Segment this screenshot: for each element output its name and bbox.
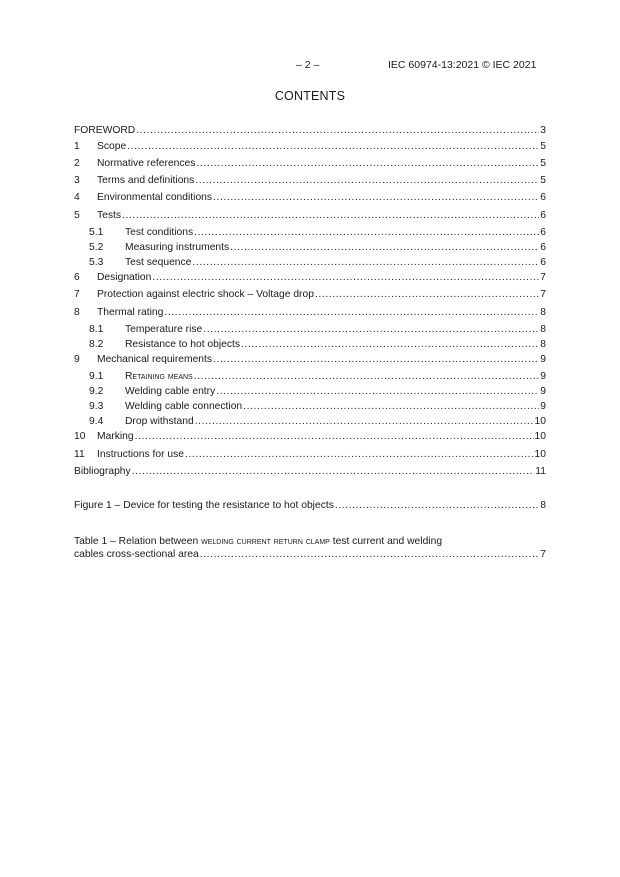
dot-leader — [243, 400, 539, 413]
standard-reference: IEC 60974-13:2021 © IEC 2021 — [388, 59, 537, 71]
toc-entry-title-continued: cables cross-sectional area — [74, 549, 199, 560]
toc-entry[interactable] — [74, 306, 546, 319]
toc-entry-page: 6 — [540, 257, 546, 268]
toc-entry[interactable] — [74, 465, 546, 478]
toc-entry-page: 10 — [534, 431, 546, 442]
toc-entry[interactable] — [74, 241, 546, 254]
dot-leader — [230, 241, 539, 254]
toc-entry[interactable] — [74, 448, 546, 461]
toc-entry-number: 5.1 — [89, 227, 104, 238]
toc-entry[interactable] — [74, 124, 546, 137]
toc-entry-title: Tests — [97, 210, 122, 221]
toc-entry-number: 5.3 — [89, 257, 104, 268]
dot-leader — [194, 370, 540, 383]
dot-leader — [127, 140, 539, 153]
toc-entry[interactable] — [74, 353, 546, 366]
toc-entry-page: 3 — [540, 125, 546, 136]
toc-entry-page: 7 — [540, 272, 546, 283]
dot-leader — [200, 548, 540, 561]
toc-entry-page: 5 — [540, 141, 546, 152]
toc-entry-page: 9 — [540, 401, 546, 412]
toc-entry-page: 8 — [540, 307, 546, 318]
dot-leader — [192, 256, 539, 269]
toc-entry-title: Welding cable connection — [125, 401, 243, 412]
toc-entry-page: 10 — [534, 416, 546, 427]
toc-entry-table-1-line-1[interactable] — [74, 535, 546, 548]
dot-leader — [195, 174, 539, 187]
dot-leader — [216, 385, 539, 398]
toc-entry-page: 5 — [540, 175, 546, 186]
toc-entry-title: Mechanical requirements — [97, 354, 213, 365]
toc-entry-page: 9 — [540, 354, 546, 365]
toc-entry-page: 7 — [540, 549, 546, 560]
toc-entry-title: Terms and definitions — [97, 175, 195, 186]
toc-entry-title: Welding cable entry — [125, 386, 216, 397]
toc-entry-number: 7 — [74, 289, 80, 300]
toc-entry-number: 5.2 — [89, 242, 104, 253]
toc-entry-page: 6 — [540, 192, 546, 203]
toc-entry-number: 8.2 — [89, 339, 104, 350]
toc-entry-number: 10 — [74, 431, 86, 442]
toc-entry[interactable] — [74, 271, 546, 284]
toc-entry-title: Retaining means — [125, 371, 193, 382]
toc-entry-page: 9 — [540, 371, 546, 382]
dot-leader — [152, 271, 539, 284]
toc-entry-title: Test conditions — [125, 227, 194, 238]
toc-entry-title: Figure 1 – Device for testing the resistance to hot objects — [74, 500, 334, 511]
toc-entry-page: 6 — [540, 210, 546, 221]
toc-entry-table-1-line-2[interactable] — [74, 548, 546, 561]
toc-entry-title-term: welding current return clamp — [201, 536, 330, 547]
page-title: CONTENTS — [274, 89, 346, 103]
toc-entry[interactable] — [74, 157, 546, 170]
dot-leader — [213, 191, 539, 204]
toc-entry-page: 10 — [534, 449, 546, 460]
toc-entry[interactable] — [74, 226, 546, 239]
toc-entry-number: 4 — [74, 192, 80, 203]
dot-leader — [164, 306, 539, 319]
toc-entry-number: 2 — [74, 158, 80, 169]
toc-entry[interactable] — [74, 430, 546, 443]
dot-leader — [195, 415, 534, 428]
dot-leader — [203, 323, 539, 336]
toc-entry-page: 8 — [540, 500, 546, 511]
toc-entry-number: 3 — [74, 175, 80, 186]
toc-entry-title: Resistance to hot objects — [125, 339, 241, 350]
toc-entry-title: Test sequence — [125, 257, 192, 268]
table-list — [74, 535, 546, 560]
toc-entry-title: Bibliography — [74, 466, 131, 477]
toc-entry-number: 9.1 — [89, 371, 104, 382]
toc-entry-title: Marking — [97, 431, 134, 442]
dot-leader — [315, 288, 539, 301]
toc-entry-page: 8 — [540, 324, 546, 335]
toc-entry-page: 8 — [540, 339, 546, 350]
toc-entry-title: Thermal rating — [97, 307, 164, 318]
toc-entry[interactable] — [74, 415, 546, 428]
toc-entry-number: 6 — [74, 272, 80, 283]
toc-entry-figure-1[interactable] — [74, 499, 546, 512]
toc-entry[interactable] — [74, 323, 546, 336]
toc-entry[interactable] — [74, 370, 546, 383]
toc-entry-title-prefix: Table 1 – Relation between — [74, 536, 202, 547]
toc-entry-page: 6 — [540, 227, 546, 238]
toc-entry-title: Scope — [97, 141, 127, 152]
toc-entry-title: Instructions for use — [97, 449, 184, 460]
dot-leader — [335, 499, 539, 512]
toc-entry-title: FOREWORD — [74, 125, 136, 136]
toc-entry-title: Temperature rise — [125, 324, 203, 335]
toc-entry-title: Measuring instruments — [125, 242, 230, 253]
dot-leader — [196, 157, 539, 170]
toc-entry-number: 8.1 — [89, 324, 104, 335]
toc-entry[interactable] — [74, 209, 546, 222]
toc-entry[interactable] — [74, 385, 546, 398]
toc-entry[interactable] — [74, 174, 546, 187]
toc-entry-number: 9 — [74, 354, 80, 365]
toc-entry-page: 5 — [540, 158, 546, 169]
dot-leader — [136, 124, 539, 137]
toc-entry-number: 5 — [74, 210, 80, 221]
toc-entry[interactable] — [74, 256, 546, 269]
dot-leader — [132, 465, 535, 478]
toc-entry[interactable] — [74, 140, 546, 153]
toc-entry-page: 7 — [540, 289, 546, 300]
toc-entry-title: Protection against electric shock – Voltage drop — [97, 289, 314, 300]
toc-entry-title-suffix: test current and welding — [329, 536, 443, 547]
dot-leader — [213, 353, 539, 366]
page-number: – 2 – — [296, 59, 320, 71]
toc-entry[interactable] — [74, 191, 546, 204]
dot-leader — [194, 226, 539, 239]
dot-leader — [241, 338, 539, 351]
toc-entry-number: 8 — [74, 307, 80, 318]
dot-leader — [122, 209, 539, 222]
dot-leader — [185, 448, 534, 461]
toc-entry-page: 6 — [540, 242, 546, 253]
toc-entry-title: Normative references — [97, 158, 196, 169]
toc-entry-page: 9 — [540, 386, 546, 397]
toc-entry-title: Environmental conditions — [97, 192, 213, 203]
toc-entry-page: 11 — [535, 466, 546, 477]
toc-entry-number: 11 — [74, 449, 85, 460]
dot-leader — [135, 430, 534, 443]
toc-entry-number: 9.2 — [89, 386, 104, 397]
toc-entry[interactable] — [74, 338, 546, 351]
toc-entry-number: 9.3 — [89, 401, 104, 412]
toc-entry[interactable] — [74, 400, 546, 413]
toc-entry-number: 9.4 — [89, 416, 104, 427]
toc-entry-title: Drop withstand — [125, 416, 194, 427]
toc-entry-title: Designation — [97, 272, 152, 283]
toc-entry-number: 1 — [74, 141, 80, 152]
toc-entry[interactable] — [74, 288, 546, 301]
